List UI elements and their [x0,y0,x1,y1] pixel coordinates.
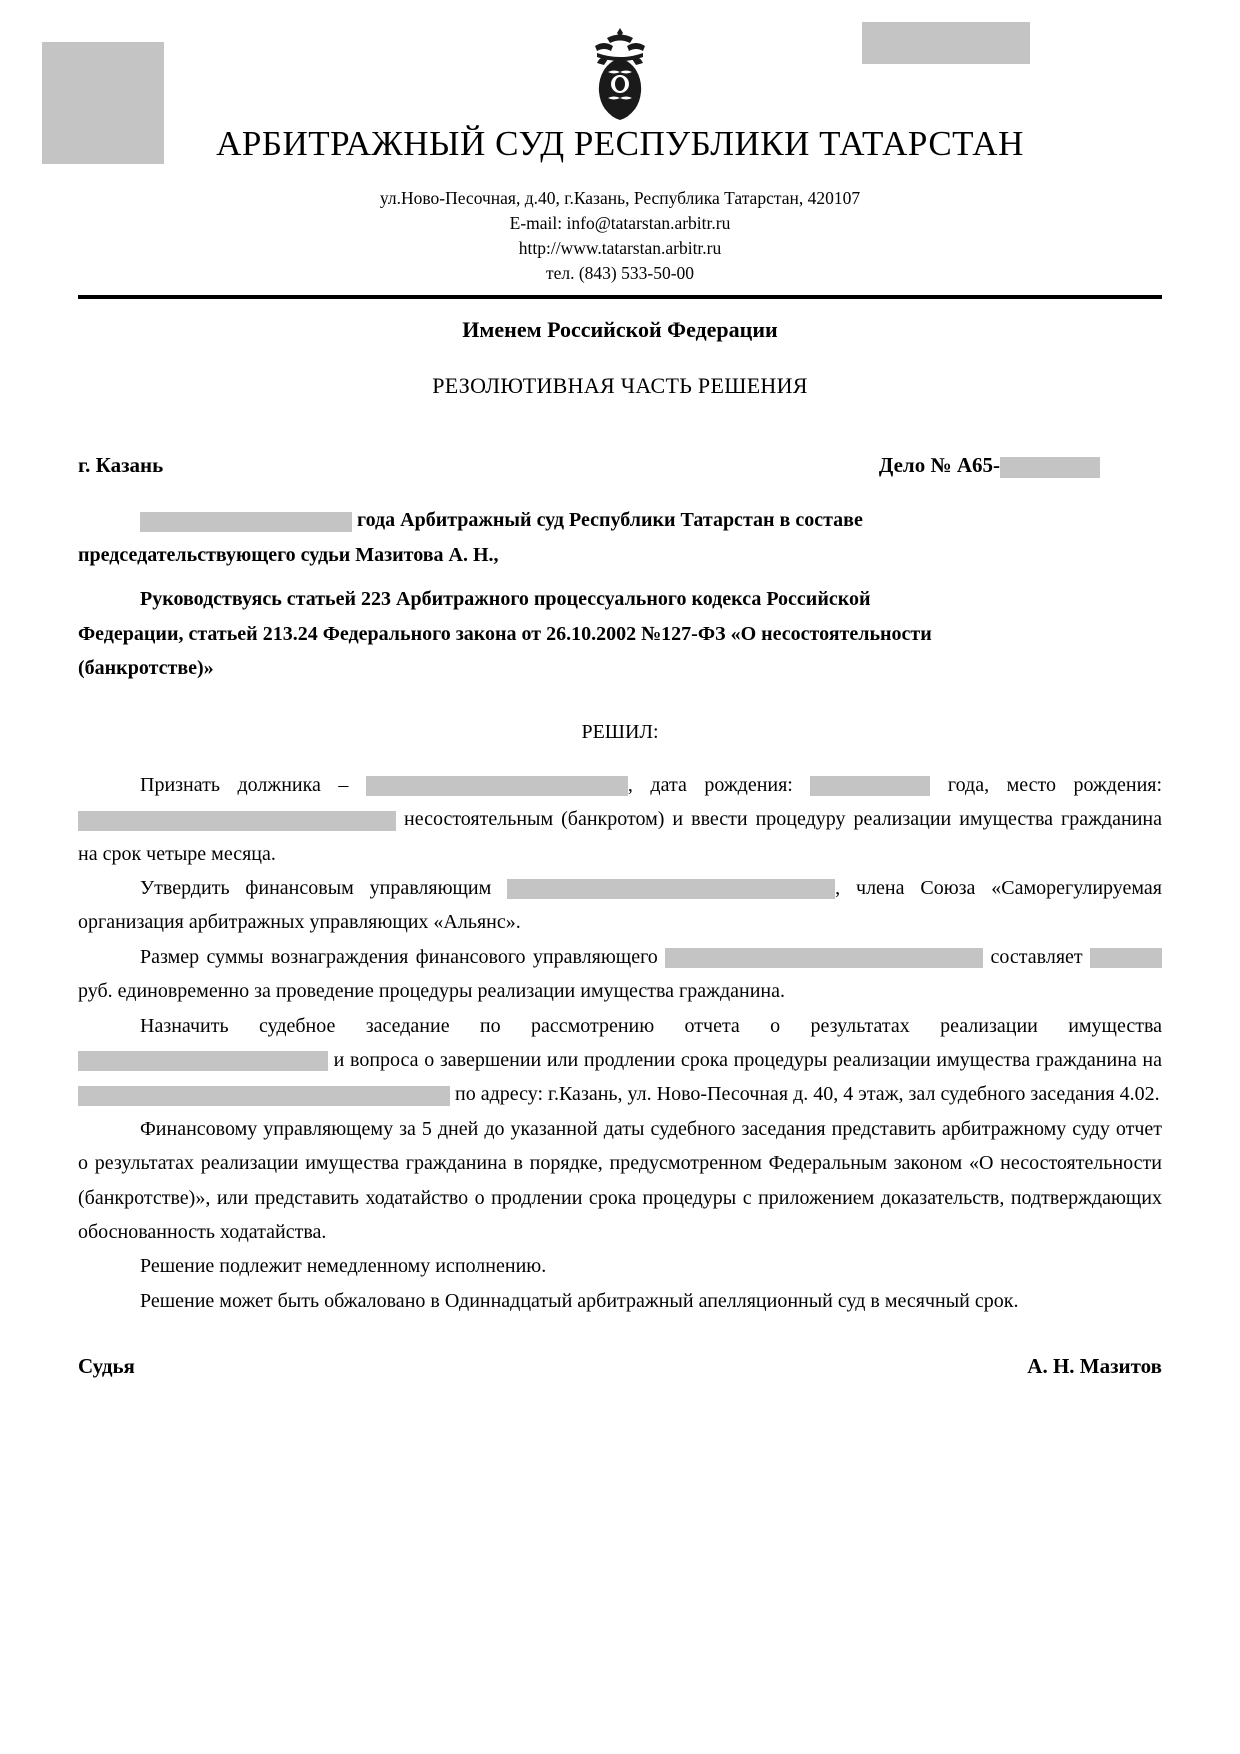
legal-basis-line-1: Руководствуясь статьей 223 Арбитражного процессуального кодекса Российской [140,588,871,611]
year-suffix: года [357,509,396,532]
court-composition-text: Арбитражный суд Республики Татарстан в составе [400,509,863,532]
court-address: ул.Ново-Песочная, д.40, г.Казань, Республика Татарстан, 420107 [379,188,861,208]
court-name: АРБИТРАЖНЫЙ СУД РЕСПУБЛИКИ ТАТАРСТАН [216,124,1024,163]
document-header [0,0,1240,299]
header-divider [78,295,1162,299]
debtor-text-4: несостоятельным (банкротом) и ввести процедуру реализации имущества гражданина на срок четыре месяца. [78,808,1162,865]
appeal-paragraph: Решение может быть обжаловано в Одиннадцатый арбитражный апелляционный суд в месячный срок. [140,1289,1019,1312]
redacted-fee-context [665,948,983,968]
signature-line [78,1348,1162,1384]
legal-basis-line-2: Федерации, статьей 213.24 Федерального закона от 26.10.2002 №127-ФЗ «О несостоятельности [78,622,932,645]
case-number-prefix: А65- [956,453,1000,478]
in-the-name-of-heading: Именем Российской Федерации [462,317,778,343]
fee-text-1: Размер суммы вознаграждения финансового управляющего [140,945,658,968]
legal-basis-line-3: (банкротстве)» [78,657,214,680]
case-header-line [78,447,1162,483]
document-body [78,447,1162,1384]
redacted-manager-name [507,879,835,899]
redacted-birth-place [78,811,396,831]
redacted-debtor-name [366,776,628,796]
hearing-schedule-paragraph [78,1009,1162,1112]
russian-coat-of-arms-icon [577,26,663,122]
judge-name: А. Н. Мазитов [1027,1354,1162,1379]
report-duty-paragraph: Финансовому управляющему за 5 дней до указанной даты судебного заседания представить арбитражному суду отчет о результатах реализации имущества гражданина в порядке, предусмотренном Федеральным законом «О несостоятельности (банкротстве)», или представить ходатайство о продлении срока процедуры с приложением доказательств, подтверждающих обоснованность ходатайства. [78,1117,1162,1243]
redacted-hearing-datetime [78,1086,450,1106]
court-email: E-mail: info@tatarstan.arbitr.ru [509,212,731,233]
immediate-execution-paragraph: Решение подлежит немедленному исполнению. [140,1255,547,1278]
hearing-text-3: по адресу: г.Казань, ул. Ново-Песочная д. 40, 4 этаж, зал судебного заседания 4.02. [455,1083,1160,1106]
case-number [879,447,1162,483]
fee-text-2: составляет [990,945,1083,968]
debtor-text-2: , дата рождения: [627,773,793,796]
redacted-birth-date [810,776,930,796]
redacted-fee-amount [1090,948,1162,968]
city-label: г. Казань [78,453,164,478]
document-type-heading: РЕЗОЛЮТИВНАЯ ЧАСТЬ РЕШЕНИЯ [432,373,808,399]
debtor-text-3: года, место рождения: [947,773,1163,796]
redacted-decision-date [140,512,352,532]
redacted-case-number [1000,457,1100,478]
manager-fee-paragraph [78,940,1162,1009]
debtor-recognition-paragraph [78,768,1162,871]
fee-text-3: руб. единовременно за проведение процедуры реализации имущества гражданина. [78,980,785,1003]
presiding-judge-paragraph: председательствующего судьи Мазитова А. Н., [78,543,499,566]
court-contacts [0,186,1240,285]
court-phone: тел. (843) 533-50-00 [545,262,695,283]
court-website: http://www.tatarstan.arbitr.ru [518,237,722,258]
redacted-hearing-context [78,1051,328,1071]
judge-role-label: Судья [78,1354,135,1379]
hearing-text-2: и вопроса о завершении или продлении срока процедуры реализации имущества гражданина на [333,1048,1163,1071]
manager-text-2: , члена Союза «Саморегулируемая организация арбитражных управляющих «Альянс». [78,877,1162,934]
debtor-text-1: Признать должника – [140,773,349,796]
case-number-label: Дело № [878,453,952,478]
court-composition-paragraph [78,503,1162,537]
hearing-text-1: Назначить судебное заседание по рассмотрению отчета о результатах реализации имущества [140,1014,1162,1037]
ruling-heading: РЕШИЛ: [581,721,659,744]
financial-manager-paragraph [78,871,1162,940]
manager-text-1: Утвердить финансовым управляющим [140,877,492,899]
